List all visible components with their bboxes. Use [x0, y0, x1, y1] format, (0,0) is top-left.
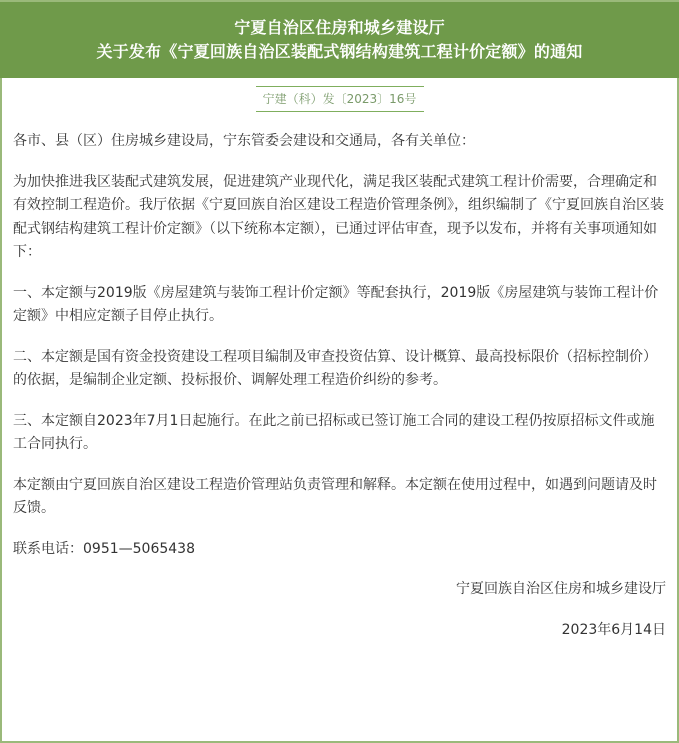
signature-issuer: 宁夏回族自治区住房和城乡建设厅: [456, 581, 666, 597]
header-title-line2: 关于发布《宁夏回族自治区装配式钢结构建筑工程计价定额》的通知: [96, 42, 583, 61]
contact-phone: 联系电话：0951—5065438: [13, 540, 195, 557]
salutation: 各市、县（区）住房城乡建设局，宁东管委会建设和交通局，各有关单位：: [13, 133, 475, 149]
doc-number: 宁建（科）发〔2023〕16号: [256, 86, 424, 112]
paragraph-item-1: 一、本定额与2019版《房屋建筑与装饰工程计价定额》等配套执行，2019版《房屋建筑与装饰工程计价定额》中相应定额子目停止执行。: [13, 284, 659, 324]
signature-date: 2023年6月14日: [561, 621, 666, 638]
paragraph-item-3: 三、本定额自2023年7月1日起施行。在此之前已招标或已签订施工合同的建设工程仍按原招标文件或施工合同执行。: [13, 412, 655, 452]
notice-body: [2, 130, 677, 642]
paragraph-intro: 为加快推进我区装配式建筑发展，促进建筑产业现代化，满足我区装配式建筑工程计价需要，合理确定和有效控制工程造价。我厅依据《宁夏回族自治区建设工程造价管理条例》，组织编制了《宁夏回族自治区装配式钢结构建筑工程计价定额》（以下统称本定额），已通过评估审查，现予以发布，并将有关事项通知如下：: [13, 173, 664, 260]
header-title-line1: 宁夏自治区住房和城乡建设厅: [234, 18, 445, 37]
doc-number-wrapper: [2, 86, 677, 112]
notice-header: [0, 2, 679, 78]
paragraph-item-2: 二、本定额是国有资金投资建设工程项目编制及审查投资估算、设计概算、最高投标限价（招标控制价）的依据，是编制企业定额、投标报价、调解处理工程造价纠纷的参考。: [13, 348, 657, 388]
paragraph-closing: 本定额由宁夏回族自治区建设工程造价管理站负责管理和解释。本定额在使用过程中，如遇到问题请及时反馈。: [13, 476, 657, 516]
